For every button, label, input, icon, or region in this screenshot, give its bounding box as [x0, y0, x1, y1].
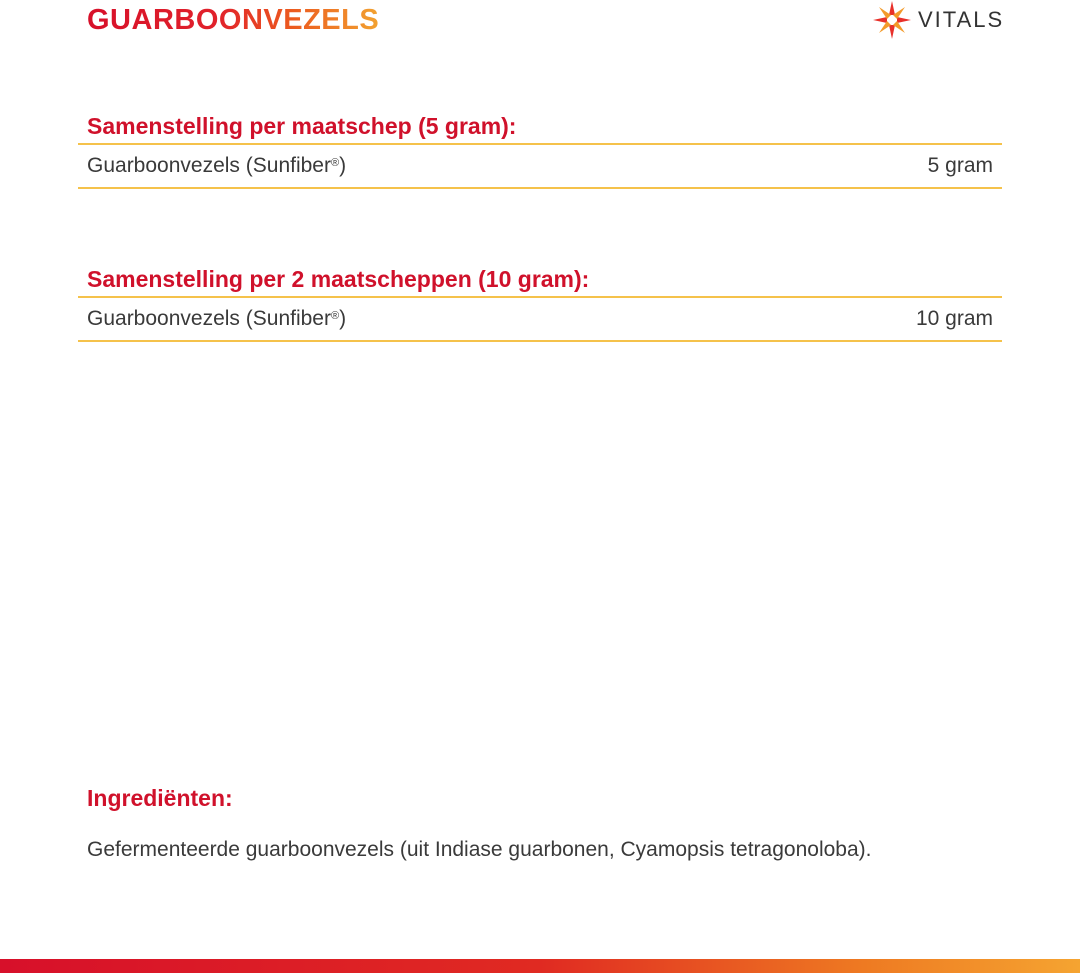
sunburst-star-icon — [872, 0, 912, 40]
section-heading: Samenstelling per 2 maatscheppen (10 gram): — [87, 266, 590, 292]
ingredients-text: Gefermenteerde guarboonvezels (uit Indiase guarbonen, Cyamopsis tetragonoloba). — [87, 838, 872, 861]
ingredients-heading: Ingrediënten: — [87, 785, 233, 811]
section-heading: Samenstelling per maatschep (5 gram): — [87, 113, 517, 139]
composition-section-2 — [78, 262, 1002, 342]
ingredient-name: Guarboonvezels (Sunfiber®) — [87, 154, 347, 177]
table-row — [78, 296, 1002, 342]
bottom-gradient-bar — [0, 959, 1080, 973]
table-row — [78, 143, 1002, 189]
ingredient-amount: 5 gram — [927, 154, 993, 177]
ingredient-amount: 10 gram — [915, 307, 993, 330]
registered-mark: ® — [330, 310, 340, 322]
product-title: GUARBOONVEZELS — [87, 4, 380, 36]
ingredient-name: Guarboonvezels (Sunfiber®) — [87, 307, 347, 330]
brand-logo — [872, 0, 1004, 40]
brand-name: VITALS — [918, 7, 1005, 32]
composition-section-1 — [78, 109, 1002, 189]
registered-mark: ® — [330, 157, 340, 169]
